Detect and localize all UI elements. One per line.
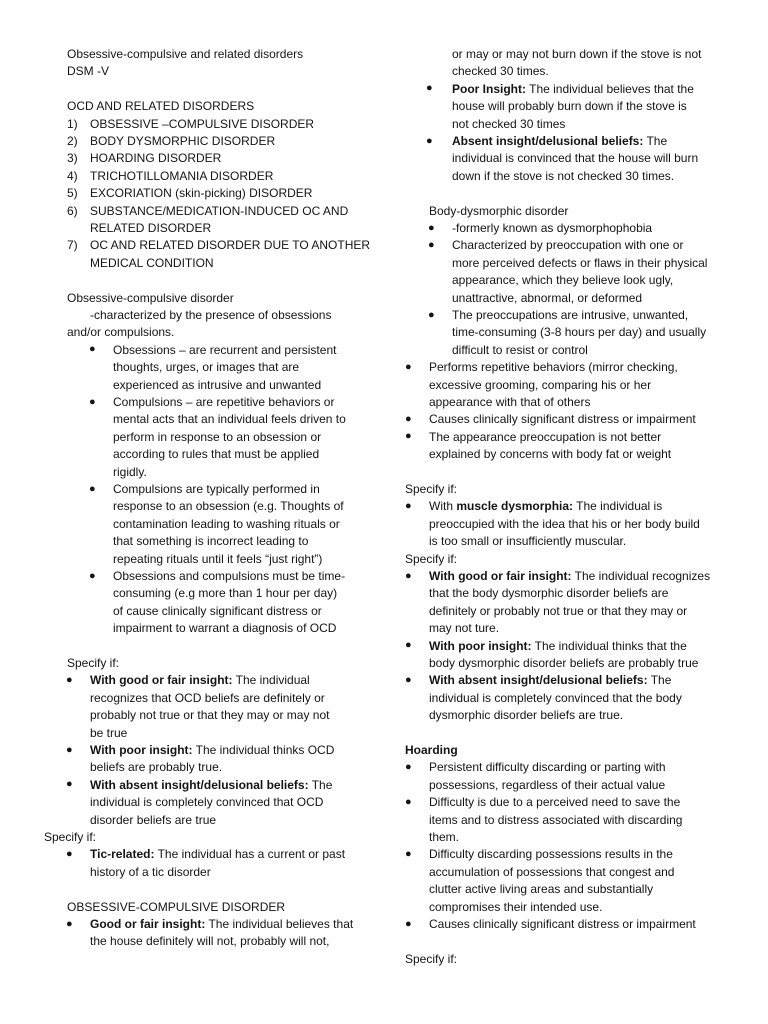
example-bullet-line (452, 98, 687, 115)
ocd-bullet-line (113, 516, 340, 533)
text-run: individual is completely convinced that the body (429, 690, 682, 705)
text-run: mental acts that an individual feels driven to (113, 412, 346, 427)
ocd-bullet-line (113, 377, 321, 394)
example-bullet-line (452, 81, 694, 98)
bold-term: With poor insight: (90, 743, 193, 757)
text-run: Specify if: (405, 551, 458, 566)
ocd-intro (90, 307, 331, 324)
text-run: history of a tic disorder (90, 864, 211, 879)
ocd-bullet-line (113, 481, 320, 498)
bullet-icon: ● (405, 499, 412, 512)
text-run: Obsessive-compulsive disorder (67, 290, 234, 305)
ocd-bullet-line (113, 411, 346, 428)
continuation-line (452, 46, 701, 63)
insight-bullet-line (90, 742, 334, 759)
bullet-icon: ● (405, 673, 412, 686)
bullet-icon: ● (89, 395, 96, 408)
bdd-bullet-line (452, 255, 707, 272)
disorder-list-item (90, 237, 370, 254)
text-run: Causes clinically significant distress or impairment (429, 917, 696, 931)
bullet-icon: ● (426, 82, 433, 95)
list-number: 2) (67, 134, 78, 148)
text-run: Persistent difficulty discarding or parting with (429, 760, 666, 775)
text-run: Performs repetitive behaviors (mirror checking, (429, 360, 678, 375)
text-run: accumulation of possessions that congest and (429, 864, 675, 879)
bullet-icon: ● (66, 917, 73, 930)
bold-term: Poor Insight: (452, 81, 526, 96)
bullet-icon: ● (405, 430, 412, 443)
text-run: Specify if: (44, 830, 97, 844)
text-run: SUBSTANCE/MEDICATION-INDUCED OC AND (90, 203, 349, 218)
text-run: The individual believes that the (526, 81, 694, 96)
text-run: OBSESSIVE-COMPULSIVE DISORDER (67, 899, 286, 914)
disorder-list-item (90, 116, 314, 133)
hoarding-bullet-line (429, 899, 602, 916)
bdd-outer-bullet-line (429, 377, 651, 394)
insight-bullet-line (90, 759, 222, 776)
bdd-insight-bullet-line (429, 690, 682, 707)
bullet-icon: ● (405, 639, 412, 652)
text-run: EXCORIATION (skin-picking) DISORDER (90, 186, 313, 201)
bullet-icon: ● (405, 847, 412, 860)
hoarding-heading (405, 742, 458, 759)
text-run: TRICHOTILLOMANIA DISORDER (90, 168, 274, 183)
ocd-bullet-line (113, 568, 345, 585)
text-run: -formerly known as dysmorphophobia (452, 221, 653, 235)
hoarding-bullet-line (429, 794, 680, 811)
text-run: or may or may not burn down if the stove is not (452, 47, 702, 61)
bdd-outer-bullet-line (429, 359, 678, 376)
ocd-bullet-line (113, 342, 336, 359)
section-heading (67, 98, 254, 115)
hoarding-bullet-line (429, 864, 674, 881)
text-run: perform in response to an obsession or (113, 429, 322, 444)
text-run: response to an obsession (e.g. Thoughts of (113, 499, 344, 514)
text-run: possessions, regardless of their actual value (429, 777, 666, 792)
hoarding-bullet-line (429, 759, 666, 776)
bullet-icon: ● (66, 673, 73, 686)
text-run: individual is completely convinced that OCD (90, 795, 324, 810)
ocd-bullet-line (113, 446, 319, 463)
text-run: Specify if: (67, 656, 120, 670)
bullet-icon: ● (405, 569, 412, 582)
text-run: more perceived defects or flaws in their physical (452, 255, 708, 270)
ocd-intro (67, 324, 174, 341)
text-run: explained by concerns with body fat or weight (429, 447, 672, 462)
bullet-icon: ● (405, 360, 412, 373)
insight-bullet-line (90, 690, 325, 707)
bdd-bullet-line (452, 307, 688, 324)
example-bullet-line (452, 150, 698, 167)
text-run: repeating rituals until it feels “just right”) (113, 551, 323, 566)
list-number: 1) (67, 116, 78, 131)
disorder-list-item (90, 185, 312, 202)
text-run: the house definitely will not, probably will not, (90, 934, 330, 949)
ocd-bullet-line (113, 585, 337, 602)
text-run: The individual recognizes (571, 569, 711, 583)
example-bullet-line (452, 133, 667, 150)
hoarding-bullet-line (429, 777, 665, 794)
insight-bullet-line (90, 707, 329, 724)
disorder-list-item (90, 150, 221, 167)
list-number: 7) (67, 238, 78, 253)
bdd-insight-bullet-line (429, 655, 698, 672)
hoarding-bullet-line (429, 881, 653, 898)
specify-if-label (405, 951, 457, 968)
text-run: The (643, 134, 668, 148)
text-run: thoughts, urges, or images that are (113, 360, 300, 375)
text-run: that something is incorrect leading to (113, 534, 309, 549)
text-run: compromises their intended use. (429, 899, 603, 914)
bullet-icon: ● (89, 343, 96, 356)
text-run: The (308, 777, 333, 792)
text-run: Characterized by preoccupation with one or (452, 238, 684, 253)
bdd-bullet-line (452, 220, 652, 237)
text-run: is too small or insufficiently muscular. (429, 534, 627, 549)
bold-term: With good or fair insight: (90, 673, 233, 688)
ocd-bullet-line (113, 359, 299, 376)
text-run: The individual thinks OCD (192, 743, 335, 757)
specify-if-label (405, 551, 457, 568)
text-run: excessive grooming, comparing his or her (429, 377, 652, 392)
bold-term: With poor insight: (429, 638, 532, 653)
bold-term: Tic-related: (90, 847, 155, 862)
bdd-outer-bullet-line (429, 446, 671, 463)
bullet-icon: ● (89, 569, 96, 582)
text-run: Compulsions are typically performed in (113, 482, 320, 496)
bold-term: With absent insight/delusional beliefs: (90, 777, 309, 792)
text-run: appearance, which they believe look ugly, (452, 273, 674, 288)
bdd-bullet-line (452, 342, 588, 359)
bullet-icon: ● (428, 221, 435, 234)
text-run: The individual has a current or past (154, 847, 346, 862)
example-bullet-line (90, 916, 353, 933)
insight-bullet-line (90, 812, 216, 829)
text-run: may not ture. (429, 621, 500, 636)
text-run: contamination leading to washing rituals or (113, 516, 340, 531)
text-run: according to rules that must be applied (113, 447, 320, 462)
text-run: The individual (232, 673, 310, 688)
text-run: Causes clinically significant distress or impairment (429, 412, 696, 427)
bullet-icon: ● (405, 917, 412, 930)
text-run: appearance with that of others (429, 395, 591, 409)
insight-bullet-line (90, 725, 127, 742)
text-run: With (429, 499, 457, 514)
tic-bullet-line (90, 864, 211, 881)
bullet-icon: ● (66, 778, 73, 791)
insight-bullet-line (90, 794, 323, 811)
bullet-icon: ● (405, 412, 412, 425)
bullet-icon: ● (426, 134, 433, 147)
muscle-bullet-line (429, 516, 700, 533)
text-run: The individual believes that (205, 917, 354, 931)
bold-term: muscle dysmorphia: (456, 499, 574, 514)
text-run: The (647, 673, 672, 688)
ocd-bullet-line (113, 551, 322, 568)
text-run: unattractive, abnormal, or deformed (452, 290, 643, 305)
ocd-bullet-line (113, 620, 336, 637)
text-run: consuming (e.g more than 1 hour per day) (113, 586, 338, 601)
disorder-list-item (90, 133, 275, 150)
text-run: time-consuming (3-8 hours per day) and usually (452, 325, 707, 340)
disorder-list-item (90, 220, 211, 237)
text-run: MEDICAL CONDITION (90, 255, 214, 270)
disorder-list-item (90, 255, 214, 272)
text-run: Compulsions – are repetitive behaviors or (113, 395, 335, 409)
bullet-icon: ● (66, 847, 73, 860)
text-run: be true (90, 725, 128, 740)
bdd-bullet-line (452, 324, 706, 341)
text-run: impairment to warrant a diagnosis of OCD (113, 621, 337, 636)
text-run: OCD AND RELATED DISORDERS (67, 99, 255, 114)
bdd-insight-bullet-line (429, 707, 623, 724)
bdd-insight-bullet-line (429, 638, 687, 655)
text-run: disorder beliefs are true (90, 812, 217, 827)
bdd-insight-bullet-line (429, 568, 710, 585)
text-run: probably not true or that they may or may not (90, 708, 330, 723)
text-run: experienced as intrusive and unwanted (113, 377, 322, 392)
text-run: and/or compulsions. (67, 325, 175, 340)
bdd-insight-bullet-line (429, 585, 668, 602)
text-run: down if the stove is not checked 30 times. (452, 168, 675, 183)
text-run: them. (429, 830, 460, 844)
text-run: difficult to resist or control (452, 342, 588, 357)
bullet-icon: ● (405, 795, 412, 808)
doc-subtitle (67, 63, 109, 80)
bold-term: Absent insight/delusional beliefs: (452, 134, 644, 148)
bold-term: Hoarding (405, 743, 458, 757)
text-run: Body-dysmorphic disorder (429, 203, 569, 218)
text-run: rigidly. (113, 464, 147, 479)
list-number: 4) (67, 168, 78, 183)
text-run: definitely or probably not true or that they may or (429, 603, 688, 618)
text-run: The individual is (573, 499, 663, 514)
text-run: beliefs are probably true. (90, 760, 223, 775)
bdd-insight-bullet-line (429, 672, 671, 689)
list-number: 3) (67, 151, 78, 166)
list-number: 5) (67, 186, 78, 201)
text-run: The appearance preoccupation is not better (429, 429, 662, 444)
text-run: preoccupied with the idea that his or her body build (429, 516, 700, 531)
text-run: of cause clinically significant distress or (113, 603, 322, 618)
hoarding-bullet-line (429, 812, 682, 829)
example-bullet-line (452, 116, 565, 133)
bdd-bullet-line (452, 272, 673, 289)
text-run: body dysmorphic disorder beliefs are probably true (429, 656, 699, 670)
text-run: Specify if: (405, 482, 458, 496)
bdd-outer-bullet-line (429, 429, 661, 446)
text-run: recognizes that OCD beliefs are definitely or (90, 690, 325, 705)
continuation-line (452, 63, 549, 80)
doc-title (67, 46, 303, 63)
text-run: Difficulty is due to a perceived need to save the (429, 795, 681, 810)
bullet-icon: ● (89, 482, 96, 495)
text-run: checked 30 times. (452, 64, 549, 79)
ocd-bullet-line (113, 394, 334, 411)
text-run: Obsessions – are recurrent and persistent (113, 342, 337, 357)
specify-if-label (44, 829, 96, 846)
ocd-heading (67, 290, 234, 307)
text-run: individual is convinced that the house will burn (452, 151, 699, 166)
hoarding-bullet-line (429, 846, 673, 863)
disorder-list-item (90, 168, 273, 185)
text-run: Difficulty discarding possessions results in the (429, 847, 673, 862)
example-bullet-line (452, 168, 674, 185)
text-run: BODY DYSMORPHIC DISORDER (90, 134, 276, 148)
text-run: OC AND RELATED DISORDER DUE TO ANOTHER (90, 238, 371, 253)
ocd-bullet-line (113, 603, 322, 620)
hoarding-bullet-line (429, 916, 696, 933)
bold-term: With good or fair insight: (429, 569, 572, 583)
ocd-bullet-line (113, 464, 147, 481)
text-run: HOARDING DISORDER (90, 151, 222, 166)
text-run: Specify if: (405, 951, 458, 966)
bdd-outer-bullet-line (429, 411, 696, 428)
text-run: dysmorphic disorder beliefs are true. (429, 708, 624, 723)
insight-bullet-line (90, 777, 332, 794)
ocd-bullet-line (113, 498, 344, 515)
specify-if-label (405, 481, 457, 498)
bullet-icon: ● (428, 308, 435, 321)
text-run: DSM -V (67, 64, 109, 79)
tic-bullet-line (90, 846, 345, 863)
muscle-bullet-line (429, 498, 662, 515)
bullet-icon: ● (405, 760, 412, 773)
text-run: The individual thinks that the (531, 638, 687, 653)
text-run: items and to distress associated with discarding (429, 812, 683, 827)
hoarding-bullet-line (429, 829, 459, 846)
insight-bullet-line (90, 672, 310, 689)
specify-if-label (67, 655, 119, 672)
text-run: not checked 30 times (452, 116, 566, 131)
text-run: Obsessions and compulsions must be time- (113, 569, 346, 583)
text-run: that the body dysmorphic disorder beliefs are (429, 586, 669, 601)
bdd-bullet-line (452, 237, 683, 254)
bdd-heading (429, 203, 568, 220)
bdd-bullet-line (452, 290, 642, 307)
text-run: house will probably burn down if the stove is (452, 99, 687, 114)
list-number: 6) (67, 203, 78, 218)
muscle-bullet-line (429, 533, 626, 550)
text-run: OBSESSIVE –COMPULSIVE DISORDER (90, 116, 315, 131)
ocd-bullet-line (113, 533, 308, 550)
text-run: -characterized by the presence of obsessions (90, 308, 332, 322)
text-run: Obsessive-compulsive and related disorders (67, 47, 304, 61)
bdd-insight-bullet-line (429, 603, 687, 620)
text-run: The preoccupations are intrusive, unwanted, (452, 308, 689, 322)
example-bullet-line (90, 933, 329, 950)
bdd-outer-bullet-line (429, 394, 590, 411)
text-run: RELATED DISORDER (90, 221, 212, 235)
ocd-caps-heading (67, 899, 285, 916)
bold-term: Good or fair insight: (90, 917, 206, 931)
ocd-bullet-line (113, 429, 321, 446)
bullet-icon: ● (428, 238, 435, 251)
bold-term: With absent insight/delusional beliefs: (429, 673, 648, 688)
bullet-icon: ● (66, 743, 73, 756)
text-run: clutter active living areas and substantially (429, 882, 654, 897)
disorder-list-item (90, 203, 348, 220)
bdd-insight-bullet-line (429, 620, 499, 637)
